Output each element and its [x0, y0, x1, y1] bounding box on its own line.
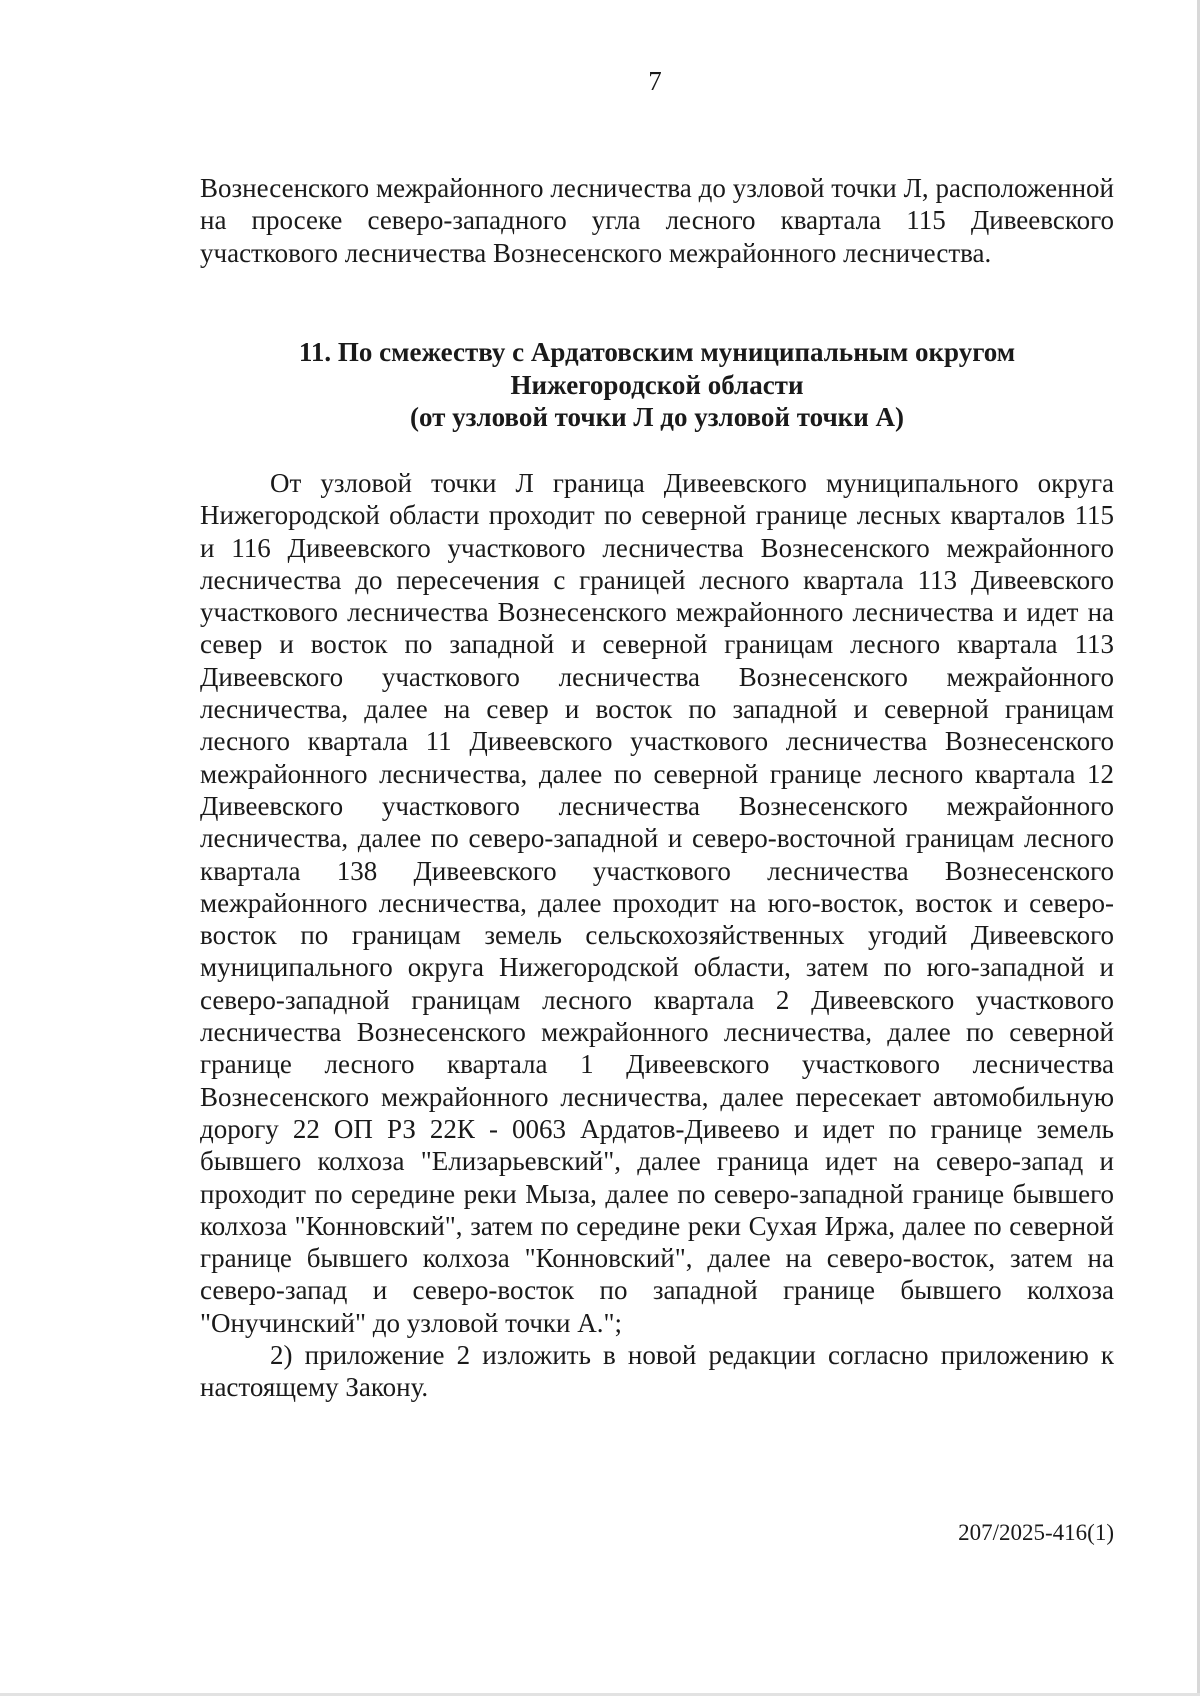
boundary-description-paragraph: От узловой точки Л граница Дивеевского муниципального округа Нижегородской области проходит по северной границе лесных кварталов 115 и 116 Дивеевского участкового лесничества Вознесенского межрайонного лесничества до пересечения с границей лесного квартала 113 Дивеевского участкового лесничества Вознесенского межрайонного лесничества и идет на север и восток по западной и северной границам лесного квартала 113 Дивеевского участкового лесничества Вознесенского межрайонного лесничества, далее на север и восток по западной и северной границам лесного квартала 11 Дивеевского участкового лесничества Вознесенского межрайонного лесничества, далее по северной границе лесного квартала 12 Дивеевского участкового лесничества Вознесенского межрайонного лесничества, далее по северо-западной и северо-восточной границам лесного квартала 138 Дивеевского участкового лесничества Вознесенского межрайонного лесничества, далее проходит на юго-восток, восток и северо-восток по границам земель сельскохозяйственных угодий Дивеевского муниципального округа Нижегородской области, затем по юго-западной и северо-западной границам лесного квартала 2 Дивеевского участкового лесничества Вознесенского межрайонного лесничества, далее по северной границе лесного квартала 1 Дивеевского участкового лесничества Вознесенского межрайонного лесничества, далее пересекает автомобильную дорогу 22 ОП РЗ 22К - 0063 Ардатов-Дивеево и идет по границе земель бывшего колхоза "Елизарьевский", далее граница идет на северо-запад и проходит по середине реки Мыза, далее по северо-западной границе бывшего колхоза "Конновский", затем по середине реки Сухая Иржа, далее по северной границе бывшего колхоза "Конновский", далее на северо-восток, затем на северо-запад и северо-восток по западной границе бывшего колхоза "Онучинский" до узловой точки А."; [200, 468, 1114, 1338]
page-number: 7 [648, 66, 662, 96]
amendment-item-2: 2) приложение 2 изложить в новой редакции согласно приложению к настоящему Закону. [200, 1340, 1114, 1403]
section-heading-line-1: 11. По смежеству с Ардатовским муниципальным округом [298, 337, 1016, 367]
section-heading-line-3: (от узловой точки Л до узловой точки А) [409, 402, 905, 432]
intro-paragraph-block [200, 172, 1114, 269]
section-heading-line-2: Нижегородской области [510, 369, 804, 400]
intro-paragraph: Вознесенского межрайонного лесничества до узловой точки Л, расположенной на просеке северо-западного угла лесного квартала 115 Дивеевского участкового лесничества Вознесенского межрайонного лесничества. [200, 173, 1114, 268]
section-body [200, 467, 1114, 1404]
section-heading [200, 336, 1114, 434]
registration-number: 207/2025-416(1) [958, 1520, 1114, 1545]
